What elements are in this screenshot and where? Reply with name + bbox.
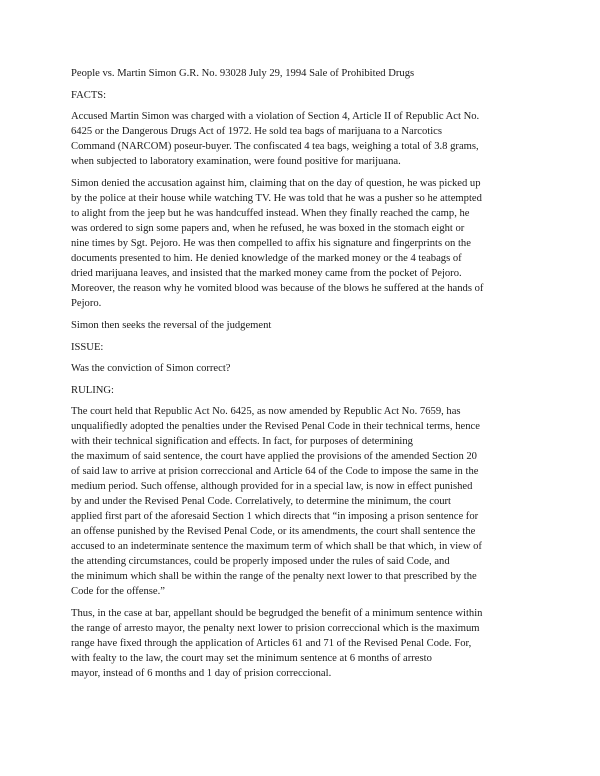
text-line: when subjected to laboratory examination, were found positive for marijuana.: [71, 156, 401, 167]
text-line: mayor, instead of 6 months and 1 day of prision correccional.: [71, 668, 332, 679]
text-line: unqualifiedly adopted the penalties under the Revised Penal Code in their technical terms, hence: [71, 421, 480, 432]
issue-heading: ISSUE:: [71, 342, 104, 353]
text-line: the maximum of said sentence, the court have applied the provisions of the amended Section 20: [71, 451, 477, 462]
text-line: Command (NARCOM) poseur-buyer. The confiscated 4 tea bags, weighing a total of 3.8 grams,: [71, 141, 479, 152]
text-line: Simon then seeks the reversal of the judgement: [71, 320, 272, 331]
ruling-paragraph: [71, 404, 541, 599]
text-line: range have fixed through the application of Articles 61 and 71 of the Revised Penal Code. For,: [71, 638, 472, 649]
issue-text: Was the conviction of Simon correct?: [71, 363, 231, 374]
text-line: Pejoro.: [71, 298, 102, 309]
facts-paragraph: [71, 109, 541, 169]
text-line: by and under the Revised Penal Code. Correlatively, to determine the minimum, the court: [71, 496, 452, 507]
text-line: The court held that Republic Act No. 6425, as now amended by Republic Act No. 7659, has: [71, 406, 461, 417]
case-title: People vs. Martin Simon G.R. No. 93028 July 29, 1994 Sale of Prohibited Drugs: [71, 68, 415, 79]
facts-paragraph: [71, 318, 541, 333]
text-line: with fealty to the law, the court may set the minimum sentence at 6 months of arresto: [71, 653, 432, 664]
text-line: to alight from the jeep but he was handcuffed instead. When they finally reached the camp, he: [71, 208, 470, 219]
ruling-paragraph: [71, 606, 541, 681]
text-line: Code for the offense.”: [71, 586, 165, 597]
text-line: documents presented to him. He denied knowledge of the marked money or the 4 teabags of: [71, 253, 462, 264]
text-line: the range of arresto mayor, the penalty next lower to prision correccional which is the maximum: [71, 623, 480, 634]
text-line: applied first part of the aforesaid Section 1 which directs that “in imposing a prison sentence for: [71, 511, 479, 522]
text-line: of said law to arrive at prision correccional and Article 64 of the Code to impose the same in the: [71, 466, 479, 477]
text-line: medium period. Such offense, although provided for in a special law, is now in effect punished: [71, 481, 473, 492]
text-line: Thus, in the case at bar, appellant should be begrudged the benefit of a minimum sentence within: [71, 608, 483, 619]
text-line: was ordered to sign some papers and, when he refused, he was boxed in the stomach eight or: [71, 223, 465, 234]
text-line: 6425 or the Dangerous Drugs Act of 1972. He sold tea bags of marijuana to a Narcotics: [71, 126, 442, 137]
facts-section: [71, 109, 541, 333]
ruling-heading: RULING:: [71, 385, 114, 396]
text-line: the minimum which shall be within the range of the penalty next lower to that prescribed by the: [71, 571, 477, 582]
text-line: with their technical signification and effects. In fact, for purposes of determining: [71, 436, 413, 447]
text-line: by the police at their house while watching TV. He was told that he was a pusher so he attempted: [71, 193, 482, 204]
text-line: Simon denied the accusation against him, claiming that on the day of question, he was picked up: [71, 178, 481, 189]
text-line: dried marijuana leaves, and insisted that the marked money came from the pocket of Pejoro.: [71, 268, 462, 279]
ruling-section: [71, 404, 541, 681]
text-line: nine times by Sgt. Pejoro. He was then compelled to affix his signature and fingerprints on the: [71, 238, 471, 249]
document-body: [71, 66, 541, 688]
text-line: the attending circumstances, could be properly imposed under the rules of said Code, and: [71, 556, 450, 567]
text-line: an offense punished by the Revised Penal Code, or its amendments, the court shall sentence the: [71, 526, 476, 537]
facts-heading: FACTS:: [71, 90, 107, 101]
text-line: accused to an indeterminate sentence the maximum term of which shall be that which, in view of: [71, 541, 482, 552]
facts-paragraph: [71, 176, 541, 311]
text-line: Moreover, the reason why he vomited blood was because of the blows he suffered at the hands of: [71, 283, 484, 294]
text-line: Accused Martin Simon was charged with a violation of Section 4, Article II of Republic Act No.: [71, 111, 480, 122]
